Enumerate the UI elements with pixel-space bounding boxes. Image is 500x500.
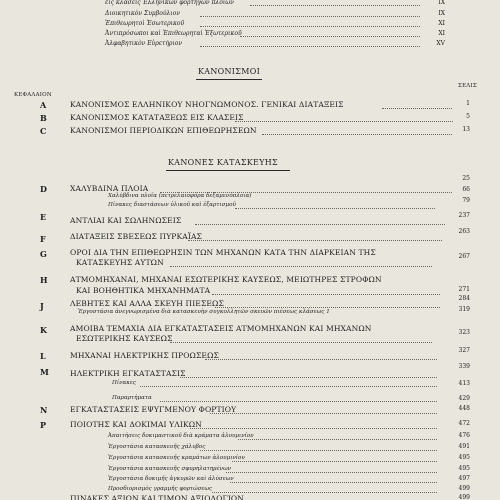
sub-entry-page: 413 [458, 380, 470, 387]
sub-entry: Ἐργοστάσια κατασκευῆς σφυρηλατημένων [108, 466, 232, 472]
chapter-letter: P [40, 420, 47, 430]
sub-entry-page: 495 [458, 465, 470, 472]
sub-entry: Ἐργοστάσια κατασκευῆς κραμάτων ἀλουμινίου [108, 455, 245, 461]
top-entry-text: εἰς κλάσεις Ἑλληνικῶν φορτηγῶν πλοίων [105, 0, 234, 6]
chapter-letter: E [40, 212, 47, 222]
column-header-chapter: ΚΕΦΑΛΑΙΟΝ [14, 92, 52, 98]
dot-leader [200, 16, 420, 17]
dot-leader [240, 36, 420, 37]
chapter-letter: F [40, 234, 46, 244]
sub-entry-page: 319 [458, 306, 470, 313]
dot-leader [212, 294, 440, 295]
chapter-title: ΑΝΤΛΙΑΙ ΚΑΙ ΣΩΛΗΝΩΣΕΙΣ [70, 216, 182, 225]
chapter-letter: G [40, 249, 47, 259]
chapter-title: ΑΜΟΙΒΑ ΤΕΜΑΧΙΑ ΔΙΑ ΕΓΚΑΤΑΣΤΑΣΕΙΣ ΑΤΜΟΜΗΧΑΝΩΝ ΚΑΙ ΜΗΧΑΝΩΝ [70, 324, 372, 333]
top-entry-text: Ἀλφαβητικὸν Εὑρετήριον [105, 40, 183, 47]
dot-leader [232, 461, 437, 462]
sub-entry-page: 79 [462, 197, 470, 204]
chapter-letter: D [40, 184, 47, 194]
chapter-title: ΑΤΜΟΜΗΧΑΝΑΙ, ΜΗΧΑΝΑΙ ΕΣΩΤΕΡΙΚΗΣ ΚΑΥΣΕΩΣ, ΜΕΙΩΤΗΡΕΣ ΣΤΡΟΦΩΝ [70, 275, 382, 284]
chapter-page: 25 [462, 175, 470, 182]
dot-leader [160, 401, 437, 402]
chapter-title: ΗΛΕΚΤΡΙΚΗ ΕΓΚΑΤΑΣΤΑΣΙΣ [70, 369, 186, 378]
dot-leader [235, 121, 453, 122]
top-entry-page: IX [438, 0, 445, 6]
chapter-title: ΠΟΙΟΤΗΣ ΚΑΙ ΔΟΚΙΜΑΙ ΥΛΙΚΩΝ [70, 420, 202, 429]
dot-leader [195, 224, 445, 225]
sub-entry: Παραρτήματα [112, 395, 152, 401]
chapter-title-line2: ΚΑΙ ΒΟΗΘΗΤΙΚΑ ΜΗΧΑΝΗΜΑΤΑ [76, 286, 211, 295]
chapter-title: ΕΓΚΑΤΑΣΤΑΣΕΙΣ ΕΨΥΓΜΕΝΟΥ ΦΟΡΤΙΟΥ [70, 405, 237, 414]
heading-underline [166, 170, 290, 171]
sub-entry: Πίνακες διαστάσεων ὑλικοῦ καὶ ἐξαρτισμοῦ [108, 202, 236, 208]
top-entry-text: Ἐπιθεωρητοὶ Ἐσωτερικοῦ [105, 20, 185, 27]
chapter-page: 267 [458, 253, 470, 260]
chapter-title: ΛΕΒΗΤΕΣ ΚΑΙ ΑΛΛΑ ΣΚΕΥΗ ΠΙΕΣΕΩΣ [70, 299, 224, 308]
chapter-letter: J [40, 301, 44, 311]
top-entry-page: XI [438, 20, 445, 27]
chapter-page: 499 [458, 494, 470, 500]
sub-entry-page: 499 [458, 485, 470, 492]
sub-entry: Χαλύβδινα πλοῖα (πετρελαιοφόρα δεξαμενόπλοια) [108, 193, 252, 199]
dot-leader [238, 439, 437, 440]
chapter-page: 284 [458, 295, 470, 302]
chapter-page: 271 [458, 286, 470, 293]
chapter-letter: N [40, 405, 48, 415]
heading-underline [196, 79, 262, 80]
sub-entry-page: 497 [458, 475, 470, 482]
chapter-page: 323 [458, 329, 470, 336]
dot-leader [200, 26, 420, 27]
chapter-title: ΚΑΝΟΝΙΣΜΟΣ ΕΛΛΗΝΙΚΟΥ ΝΗΟΓΝΩΜΟΝΟΣ. ΓΕΝΙΚΑΙ ΔΙΑΤΑΞΕΙΣ [70, 100, 344, 109]
chapter-page: 448 [458, 405, 470, 412]
dot-leader [250, 5, 420, 6]
dot-leader [235, 208, 435, 209]
dot-leader [382, 108, 452, 109]
dot-leader [190, 428, 437, 429]
dot-leader [188, 240, 442, 241]
chapter-title: ΚΑΝΟΝΙΣΜΟΙ ΠΕΡΙΟΔΙΚΩΝ ΕΠΙΘΕΩΡΗΣΕΩΝ [70, 126, 257, 135]
dot-leader [200, 450, 437, 451]
sub-entry: Πίνακες [112, 380, 137, 386]
dot-leader [205, 359, 437, 360]
chapter-title-line2: ΕΣΩΤΕΡΙΚΗΣ ΚΑΥΣΕΩΣ [76, 334, 173, 343]
dot-leader [210, 413, 437, 414]
top-entry-page: IX [438, 10, 445, 17]
top-entry-text: Ἀντιπρόσωποι καὶ Ἐπιθεωρηταὶ Ἐξωτερικοῦ [105, 30, 242, 37]
sub-entry-page: 476 [458, 432, 470, 439]
sub-entry: Ἀπαιτήσεις δοκιμαστικοῦ διὰ κράματα ἀλουμινίου [108, 433, 254, 439]
dot-leader [215, 307, 440, 308]
chapter-page: 237 [458, 212, 470, 219]
chapter-page: 5 [466, 113, 470, 120]
chapter-page: 1 [466, 100, 470, 107]
chapter-letter: H [40, 275, 48, 285]
chapter-page: 327 [458, 347, 470, 354]
chapter-title: ΜΗΧΑΝΑΙ ΗΛΕΚΤΡΙΚΗΣ ΠΡΟΩΣΕΩΣ [70, 351, 219, 360]
chapter-title: ΟΡΟΙ ΔΙΑ ΤΗΝ ΕΠΙΘΕΩΡΗΣΙΝ ΤΩΝ ΜΗΧΑΝΩΝ ΚΑΤΑ ΤΗΝ ΔΙΑΡΚΕΙΑΝ ΤΗΣ [70, 248, 376, 257]
chapter-page: 13 [462, 126, 470, 133]
chapter-letter: L [40, 351, 46, 361]
chapter-title: ΔΙΑΤΑΞΕΙΣ ΣΒΕΣΕΩΣ ΠΥΡΚΑΪΑΣ [70, 232, 203, 241]
chapter-title: ΚΑΝΟΝΙΣΜΟΣ ΚΑΤΑΤΑΞΕΩΣ ΕΙΣ ΚΛΑΣΕΙΣ [70, 113, 244, 122]
sub-entry: Ἐργοστάσια δοκιμῆς ἀγκυρῶν καὶ ἀλύσεων [108, 476, 234, 482]
dot-leader [140, 386, 437, 387]
sub-entry: Ἐργοστάσια κατασκευῆς χάλυβος [108, 444, 206, 450]
top-entry-page: XI [438, 30, 445, 37]
dot-leader [230, 482, 437, 483]
dot-leader [170, 266, 432, 267]
dot-leader [200, 46, 420, 47]
sub-entry: Προσδιορισμὸς γραμμῆς φορτώσεως [108, 486, 213, 492]
section-heading-construction-rules: ΚΑΝΟΝΕΣ ΚΑΤΑΣΚΕΥΗΣ [168, 158, 279, 167]
chapter-title: ΧΑΛΥΒΔΙΝΑ ΠΛΟΙΑ [70, 184, 149, 193]
dot-leader [180, 377, 437, 378]
sub-entry-page: 495 [458, 454, 470, 461]
chapter-letter: B [40, 113, 47, 123]
column-header-page: ΣΕΛΙΣ [458, 83, 477, 89]
sub-entry-page: 429 [458, 395, 470, 402]
sub-entry-page: 66 [462, 186, 470, 193]
chapter-letter: M [40, 367, 49, 377]
dot-leader [212, 492, 437, 493]
chapter-title-line2: ΚΑΤΑΣΚΕΥΗΣ ΑΥΤΩΝ [76, 258, 164, 267]
chapter-letter: C [40, 126, 47, 136]
chapter-letter: K [40, 325, 47, 335]
chapter-title-partial: ΠΙΝΑΚΕΣ ΑΞΙΩΝ ΚΑΙ ΤΙΜΩΝ ΑΞΙΟΛΟΓΙΟΝ [70, 494, 244, 500]
dot-leader [226, 472, 437, 473]
chapter-page: 339 [458, 363, 470, 370]
chapter-page: 263 [458, 228, 470, 235]
dot-leader [262, 134, 452, 135]
sub-entry: Ἐργοστάσια ἀνεγνωρισμένα διὰ κατασκευὴν συγκολλητῶν σκευῶν πιέσεως κλάσεως 1 [78, 309, 330, 315]
sub-entry-page: 491 [458, 443, 470, 450]
dot-leader [170, 342, 432, 343]
chapter-page: 472 [458, 420, 470, 427]
section-heading-regulations: ΚΑΝΟΝΙΣΜΟΙ [198, 67, 261, 76]
top-entry-page: XV [436, 40, 445, 47]
top-entry-text: Διοικητικὸν Συμβούλιον [105, 10, 180, 17]
chapter-letter: A [40, 100, 47, 110]
